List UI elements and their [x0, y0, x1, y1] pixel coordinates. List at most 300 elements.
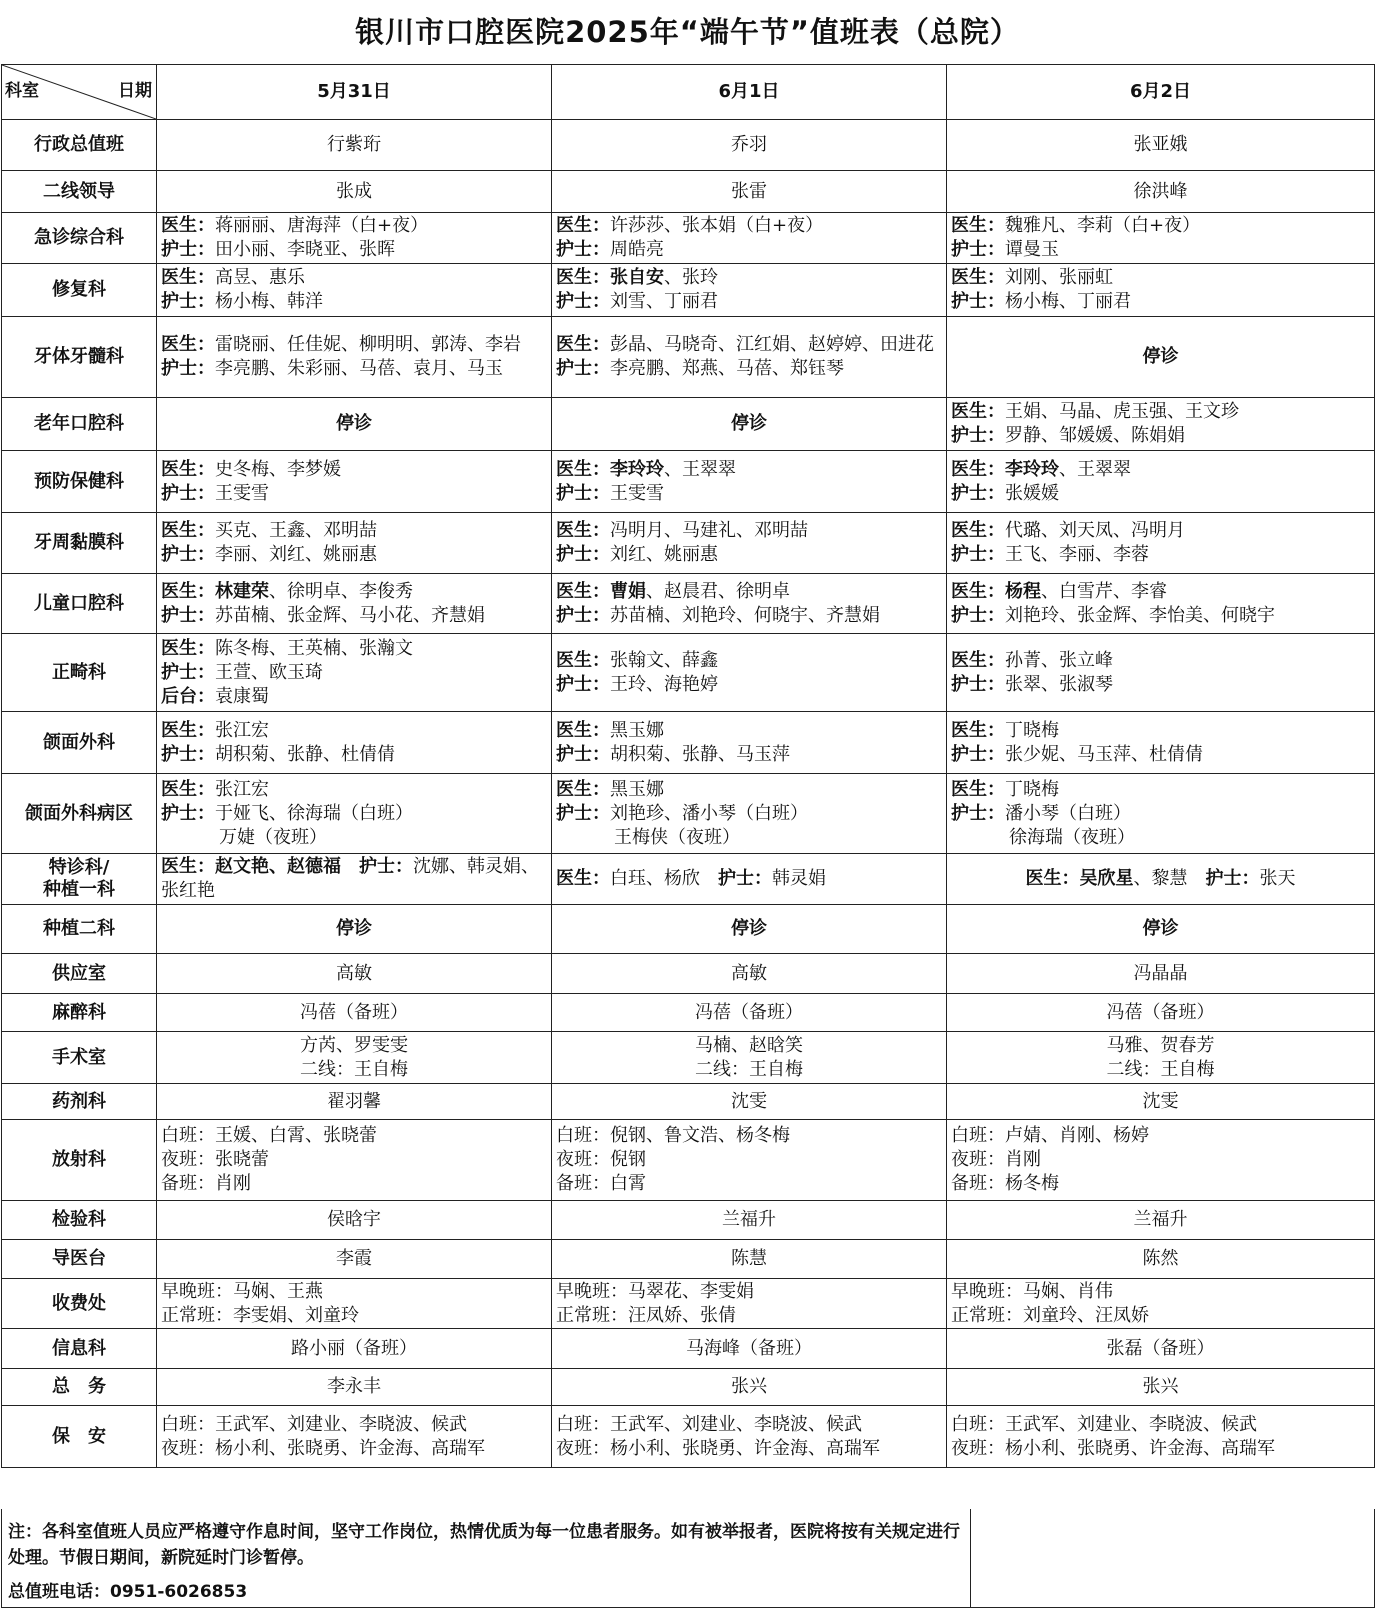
staff-names: 李亮鹏、郑燕、马蓓、郑钰琴: [610, 358, 844, 379]
duty-line: 张雷: [731, 180, 767, 202]
role-label: 护士：: [951, 544, 1005, 565]
duty-line: [951, 743, 1370, 767]
duty-line: 翟羽馨: [327, 1090, 381, 1112]
duty-cell: [552, 264, 947, 317]
duty-line: [951, 519, 1370, 543]
duty-line: 兰福升: [1133, 1209, 1188, 1230]
duty-line: [556, 649, 942, 673]
duty-cell: [552, 1406, 947, 1468]
staff-names: 王玲、海艳婷: [610, 673, 718, 695]
duty-cell: [947, 171, 1375, 213]
duty-cell: [947, 712, 1375, 774]
duty-line: 冯蓓（备班）: [695, 1001, 803, 1023]
role-label: 医生：: [161, 637, 215, 659]
duty-line: 张磊（备班）: [1106, 1337, 1215, 1359]
duty-line: [951, 604, 1370, 628]
duty-line: [556, 1437, 942, 1461]
staff-names: 王武军、刘建业、李晓波、候武: [215, 1413, 467, 1435]
staff-names: 买克、王鑫、邓明喆: [215, 520, 377, 541]
duty-cell: [157, 1240, 552, 1279]
duty-cell: [552, 1329, 947, 1369]
duty-line: [556, 543, 942, 567]
shift-label: 备班：: [161, 1173, 215, 1194]
duty-line: [161, 826, 547, 850]
staff-names: 白珏、杨欣: [610, 868, 700, 889]
staff-names: 张少妮、马玉萍、杜倩倩: [1005, 743, 1203, 765]
staff-names: 胡积菊、张静、杜倩倩: [215, 743, 395, 765]
duty-line: [161, 1413, 547, 1437]
staff-names: 刘童玲、汪凤娇: [1023, 1304, 1149, 1326]
role-label: 护士：: [951, 802, 1005, 824]
closed-cell: 停诊: [552, 905, 947, 954]
duty-line: 二线：王自梅: [1106, 1058, 1215, 1080]
footer-blank-cell: [970, 1509, 1375, 1608]
duty-line: [161, 604, 547, 628]
table-row: [2, 120, 1375, 171]
duty-line: [161, 266, 547, 290]
duty-cell: [947, 1240, 1375, 1279]
duty-cell: [947, 854, 1375, 905]
duty-cell: [552, 513, 947, 574]
staff-names: 刘刚、张丽虹: [1005, 267, 1113, 288]
duty-cell: [552, 1032, 947, 1084]
duty-line: [951, 290, 1370, 314]
staff-names: 王武军、刘建业、李晓波、候武: [1005, 1413, 1257, 1435]
duty-line: [951, 1437, 1370, 1461]
staff-names: 代璐、刘天凤、冯明月: [1005, 520, 1185, 541]
lead-name: 吴欣星: [1079, 868, 1134, 889]
duty-line: [161, 719, 547, 743]
shift-label: 夜班：: [556, 1149, 610, 1170]
duty-line: 兰福升: [722, 1209, 776, 1230]
dept-name-cell: 信息科: [2, 1329, 157, 1369]
dept-name-cell: 药剂科: [2, 1084, 157, 1120]
duty-line: [951, 424, 1370, 448]
staff-names: 王梅侠（夜班）: [614, 826, 740, 848]
duty-line: [951, 778, 1370, 802]
duty-cell: [552, 1279, 947, 1329]
shift-label: 备班：: [951, 1173, 1005, 1194]
closed-cell: 停诊: [157, 398, 552, 451]
dept-name-cell: 颌面外科病区: [2, 774, 157, 854]
duty-line: [161, 580, 547, 604]
dept-name-cell: 放射科: [2, 1120, 157, 1201]
duty-cell: [552, 634, 947, 712]
role-label: 医生：: [556, 215, 610, 236]
role-label: 医生：: [161, 215, 215, 236]
table-row: [2, 398, 1375, 451]
duty-line: [951, 238, 1370, 262]
table-row: [2, 1279, 1375, 1329]
duty-line: [161, 333, 547, 357]
duty-line: [161, 458, 547, 482]
staff-names: 张天: [1259, 868, 1296, 889]
duty-cell: [552, 574, 947, 634]
duty-cell: [552, 854, 947, 905]
role-label: 医生：: [951, 778, 1005, 800]
staff-names: 刘红、姚丽惠: [610, 544, 718, 565]
role-label: 医生：: [556, 868, 610, 889]
duty-cell: [947, 451, 1375, 513]
duty-line: [951, 458, 1370, 482]
role-label: 医生：: [161, 719, 215, 741]
table-row: [2, 1406, 1375, 1468]
closed-cell: 停诊: [947, 317, 1375, 398]
corner-header-cell: [2, 65, 157, 120]
table-row: [2, 264, 1375, 317]
duty-cell: [552, 1369, 947, 1406]
dept-name-cell: 导医台: [2, 1240, 157, 1279]
staff-names: 周皓亮: [610, 239, 664, 260]
role-label: 医生：: [951, 719, 1005, 741]
shift-label: 夜班：: [556, 1437, 610, 1459]
staff-names: 王飞、李丽、李蓉: [1005, 544, 1149, 565]
duty-line: 冯晶晶: [1133, 962, 1188, 984]
role-label: 医生：: [951, 649, 1005, 671]
duty-cell: [157, 171, 552, 213]
staff-names: 马翠花、李雯娟: [628, 1280, 754, 1302]
lead-name: 张自安: [610, 267, 664, 288]
staff-names: 沈娜、韩灵娟、张红艳: [161, 856, 539, 901]
role-label: 医生：: [161, 520, 215, 541]
duty-cell: [947, 954, 1375, 994]
duty-cell: [157, 451, 552, 513]
duty-line: [556, 867, 942, 891]
staff-names: 王萱、欧玉琦: [215, 661, 323, 683]
staff-names: 、王翠翠: [1059, 458, 1131, 480]
staff-names: 杨小利、张晓勇、许金海、高瑞军: [215, 1437, 485, 1459]
staff-names: 卢婧、肖刚、杨婷: [1005, 1125, 1149, 1146]
dept-name-cell: 麻醉科: [2, 994, 157, 1032]
duty-cell: [157, 1084, 552, 1120]
staff-names: 万婕（夜班）: [219, 826, 327, 848]
staff-names: 李丽、刘红、姚丽惠: [215, 544, 377, 565]
lead-name: 曹娟: [610, 580, 646, 602]
duty-line: 冯蓓（备班）: [300, 1001, 408, 1023]
duty-cell: [947, 1084, 1375, 1120]
duty-cell: [552, 1084, 947, 1120]
duty-line: 张成: [336, 180, 372, 202]
duty-cell: [947, 213, 1375, 264]
duty-line: [951, 1304, 1370, 1328]
duty-cell: [157, 513, 552, 574]
duty-line: 乔羽: [731, 134, 767, 155]
dept-name-cell: 检验科: [2, 1201, 157, 1240]
duty-line: 陈然: [1142, 1248, 1179, 1269]
staff-names: 雷晓丽、任佳妮、柳明明、郭涛、李岩: [215, 334, 521, 355]
duty-line: [161, 637, 547, 661]
table-row: [2, 1240, 1375, 1279]
duty-cell: [157, 994, 552, 1032]
duty-line: 高敏: [731, 962, 767, 984]
duty-line: 侯晗宇: [327, 1209, 381, 1230]
dept-name-cell: 种植二科: [2, 905, 157, 954]
duty-cell: [947, 1120, 1375, 1201]
table-row: [2, 634, 1375, 712]
staff-names: 丁晓梅: [1005, 719, 1059, 741]
role-label: 医生：: [556, 649, 610, 671]
duty-cell: [157, 120, 552, 171]
table-row: [2, 1329, 1375, 1369]
duty-cell: [552, 1120, 947, 1201]
duty-cell: [552, 451, 947, 513]
duty-line: [161, 802, 547, 826]
duty-line: [951, 1172, 1370, 1196]
shift-label: 白班：: [161, 1413, 215, 1435]
duty-line: 马雅、贺春芳: [1106, 1034, 1215, 1056]
role-label: 护士：: [161, 291, 215, 312]
role-label: 护士：: [951, 673, 1005, 695]
role-label: 医生：: [556, 719, 610, 741]
staff-names: 汪凤娇、张倩: [628, 1304, 736, 1326]
shift-label: 夜班：: [161, 1149, 215, 1170]
staff-names: 张江宏: [215, 778, 269, 800]
shift-label: 白班：: [556, 1125, 610, 1146]
shift-label: 白班：: [951, 1413, 1005, 1435]
staff-names: 魏雅凡、李莉（白+夜）: [1005, 215, 1201, 236]
table-header-row: [2, 65, 1375, 120]
table-row: [2, 1120, 1375, 1201]
duty-line: 李霞: [336, 1248, 372, 1269]
duty-cell: [157, 1120, 552, 1201]
table-row: [2, 451, 1375, 513]
role-label: 医生：: [161, 778, 215, 800]
role-label: 护士：: [556, 544, 610, 565]
duty-line: [951, 719, 1370, 743]
duty-line: [556, 1148, 942, 1172]
shift-label: 正常班：: [556, 1304, 628, 1326]
duty-line: [951, 867, 1370, 891]
staff-names: 、王翠翠: [664, 458, 736, 480]
duty-line: [951, 1148, 1370, 1172]
duty-cell: [157, 1279, 552, 1329]
duty-cell: [157, 854, 552, 905]
duty-line: [951, 826, 1370, 850]
duty-line: [161, 482, 547, 506]
duty-cell: [552, 774, 947, 854]
duty-line: [161, 357, 547, 381]
dept-name-cell: 预防保健科: [2, 451, 157, 513]
duty-cell: [947, 1279, 1375, 1329]
duty-line: [556, 519, 942, 543]
duty-cell: [157, 1369, 552, 1406]
duty-cell: [947, 398, 1375, 451]
duty-cell: [157, 574, 552, 634]
staff-names: 丁晓梅: [1005, 778, 1059, 800]
role-label: 医生：: [951, 580, 1005, 602]
dept-name-cell: 急诊综合科: [2, 213, 157, 264]
duty-line: [161, 214, 547, 238]
dept-name-cell: 正畸科: [2, 634, 157, 712]
duty-cell: [157, 264, 552, 317]
duty-line: [951, 673, 1370, 697]
duty-line: 张兴: [731, 1376, 767, 1397]
role-label: 医生：: [556, 267, 610, 288]
staff-names: 张媛媛: [1005, 482, 1059, 504]
role-label: 护士：: [556, 482, 610, 504]
duty-cell: [552, 213, 947, 264]
duty-line: [556, 290, 942, 314]
role-label: 护士：: [556, 673, 610, 695]
role-label: 护士：: [951, 291, 1005, 312]
date-header: 6月1日: [552, 65, 947, 120]
duty-line: [951, 543, 1370, 567]
note-text: 注：各科室值班人员应严格遵守作息时间，坚守工作岗位，热情优质为每一位患者服务。如有被举报者，医院将按有关规定进行处理。节假日期间，新院延时门诊暂停。: [8, 1522, 960, 1568]
staff-names: 肖刚: [215, 1173, 251, 1194]
duty-line: [556, 458, 942, 482]
staff-names: 杨小梅、韩洋: [215, 291, 323, 312]
role-label: 后台：: [161, 685, 215, 707]
staff-names: 袁康蜀: [215, 685, 269, 707]
lead-name: 林建荣: [215, 580, 269, 602]
role-label: 医生：: [161, 580, 215, 602]
table-row: [2, 171, 1375, 213]
staff-names: 张晓蕾: [215, 1149, 269, 1170]
role-label: 医生：: [951, 520, 1005, 541]
staff-names: 王雯雪: [610, 482, 664, 504]
shift-label: 夜班：: [161, 1437, 215, 1459]
duty-cell: [552, 1240, 947, 1279]
staff-names: 高昱、惠乐: [215, 267, 305, 288]
duty-line: 沈雯: [731, 1090, 767, 1112]
dept-name-cell: 颌面外科: [2, 712, 157, 774]
duty-line: [556, 673, 942, 697]
staff-names: 杨小梅、丁丽君: [1005, 291, 1131, 312]
duty-line: [161, 661, 547, 685]
staff-names: 刘艳玲、张金辉、李怡美、何晓宇: [1005, 604, 1275, 626]
staff-names: 冯明月、马建礼、邓明喆: [610, 520, 808, 541]
duty-cell: [947, 1406, 1375, 1468]
duty-cell: [947, 1329, 1375, 1369]
shift-label: 早晚班：: [556, 1280, 628, 1302]
staff-names: 潘小琴（白班）: [1005, 802, 1131, 824]
duty-cell: [157, 213, 552, 264]
duty-cell: [947, 634, 1375, 712]
duty-line: [951, 1413, 1370, 1437]
duty-line: [556, 482, 942, 506]
duty-line: [161, 1148, 547, 1172]
staff-names: 孙菁、张立峰: [1005, 649, 1113, 671]
dept-name-cell: 收费处: [2, 1279, 157, 1329]
staff-names: 李雯娟、刘童玲: [233, 1304, 359, 1326]
shift-label: 正常班：: [161, 1304, 233, 1326]
staff-names: 王媛、白霄、张晓蕾: [215, 1125, 377, 1146]
dept-name-cell: 修复科: [2, 264, 157, 317]
staff-names: 倪钢、鲁文浩、杨冬梅: [610, 1125, 790, 1146]
dept-name-cell: 供应室: [2, 954, 157, 994]
staff-names: 刘艳珍、潘小琴（白班）: [610, 802, 808, 824]
role-label: 医生：: [556, 458, 610, 480]
shift-label: 白班：: [951, 1125, 1005, 1146]
duty-cell: [552, 120, 947, 171]
duty-cell: [552, 712, 947, 774]
table-row: [2, 905, 1375, 954]
duty-line: 高敏: [336, 962, 372, 984]
staff-names: 苏苗楠、刘艳玲、何晓宇、齐慧娟: [610, 604, 880, 626]
duty-line: [161, 685, 547, 709]
duty-line: 马海峰（备班）: [686, 1337, 812, 1359]
role-label: 医生：: [161, 856, 215, 877]
duty-line: 徐洪峰: [1133, 180, 1188, 202]
dept-name-cell: 保 安: [2, 1406, 157, 1468]
duty-cell: [947, 1032, 1375, 1084]
table-row: [2, 854, 1375, 905]
staff-names: 陈冬梅、王英楠、张瀚文: [215, 637, 413, 659]
duty-cell: [552, 994, 947, 1032]
staff-names: 田小丽、李晓亚、张晖: [215, 239, 395, 260]
dept-name-cell: 行政总值班: [2, 120, 157, 171]
role-label: 护士：: [1205, 868, 1260, 889]
staff-names: 、徐明卓、李俊秀: [269, 580, 413, 602]
staff-names: 杨小利、张晓勇、许金海、高瑞军: [1005, 1437, 1275, 1459]
duty-line: 沈雯: [1142, 1090, 1179, 1112]
duty-cell: [157, 954, 552, 994]
duty-line: [951, 802, 1370, 826]
staff-names: 王武军、刘建业、李晓波、候武: [610, 1413, 862, 1435]
duty-line: 行紫珩: [327, 134, 381, 155]
duty-cell: [157, 1201, 552, 1240]
lead-name: 杨程: [1005, 580, 1041, 602]
role-label: 护士：: [556, 239, 610, 260]
staff-names: 于娅飞、徐海瑞（白班）: [215, 802, 413, 824]
lead-name: 李玲玲: [610, 458, 664, 480]
duty-line: [556, 1172, 942, 1196]
role-label: 护士：: [161, 239, 215, 260]
staff-names: 张江宏: [215, 719, 269, 741]
staff-names: 张翠、张淑琴: [1005, 673, 1113, 695]
staff-names: 徐海瑞（夜班）: [1009, 826, 1135, 848]
duty-line: [161, 743, 547, 767]
duty-line: [556, 580, 942, 604]
role-label: 医生：: [1025, 868, 1080, 889]
staff-names: 倪钢: [610, 1149, 646, 1170]
staff-names: 蒋丽丽、唐海萍（白+夜）: [215, 215, 429, 236]
duty-cell: [947, 264, 1375, 317]
duty-line: [951, 1124, 1370, 1148]
role-label: 护士：: [556, 802, 610, 824]
footer-note: [1, 1509, 971, 1608]
duty-line: [161, 1124, 547, 1148]
lead-name: 赵文艳、赵德福: [215, 856, 341, 877]
dept-name-cell: 特诊科/ 种植一科: [2, 854, 157, 905]
duty-line: [951, 482, 1370, 506]
role-label: 护士：: [556, 358, 610, 379]
duty-line: [556, 826, 942, 850]
duty-roster-table: [1, 64, 1375, 1468]
staff-names: 胡积菊、张静、马玉萍: [610, 743, 790, 765]
staff-names: 、赵晨君、徐明卓: [646, 580, 790, 602]
duty-cell: [947, 994, 1375, 1032]
date-header: 6月2日: [947, 65, 1375, 120]
dept-name-cell: 牙体牙髓科: [2, 317, 157, 398]
role-label: 医生：: [161, 458, 215, 480]
staff-names: 黑玉娜: [610, 778, 664, 800]
role-label: 护士：: [161, 743, 215, 765]
duty-line: [161, 543, 547, 567]
role-label: 护士：: [161, 358, 215, 379]
dept-name-cell: 总 务: [2, 1369, 157, 1406]
page-title: 银川市口腔医院2025年“端午节”值班表（总院）: [355, 15, 1020, 49]
staff-names: 、张玲: [664, 267, 718, 288]
role-label: 护士：: [718, 868, 772, 889]
dept-name-cell: 儿童口腔科: [2, 574, 157, 634]
table-row: [2, 1369, 1375, 1406]
shift-label: 早晚班：: [951, 1280, 1023, 1302]
duty-cell: [947, 774, 1375, 854]
role-label: 医生：: [556, 778, 610, 800]
table-row: [2, 1084, 1375, 1120]
staff-names: 罗静、邹媛媛、陈娟娟: [1005, 425, 1185, 446]
